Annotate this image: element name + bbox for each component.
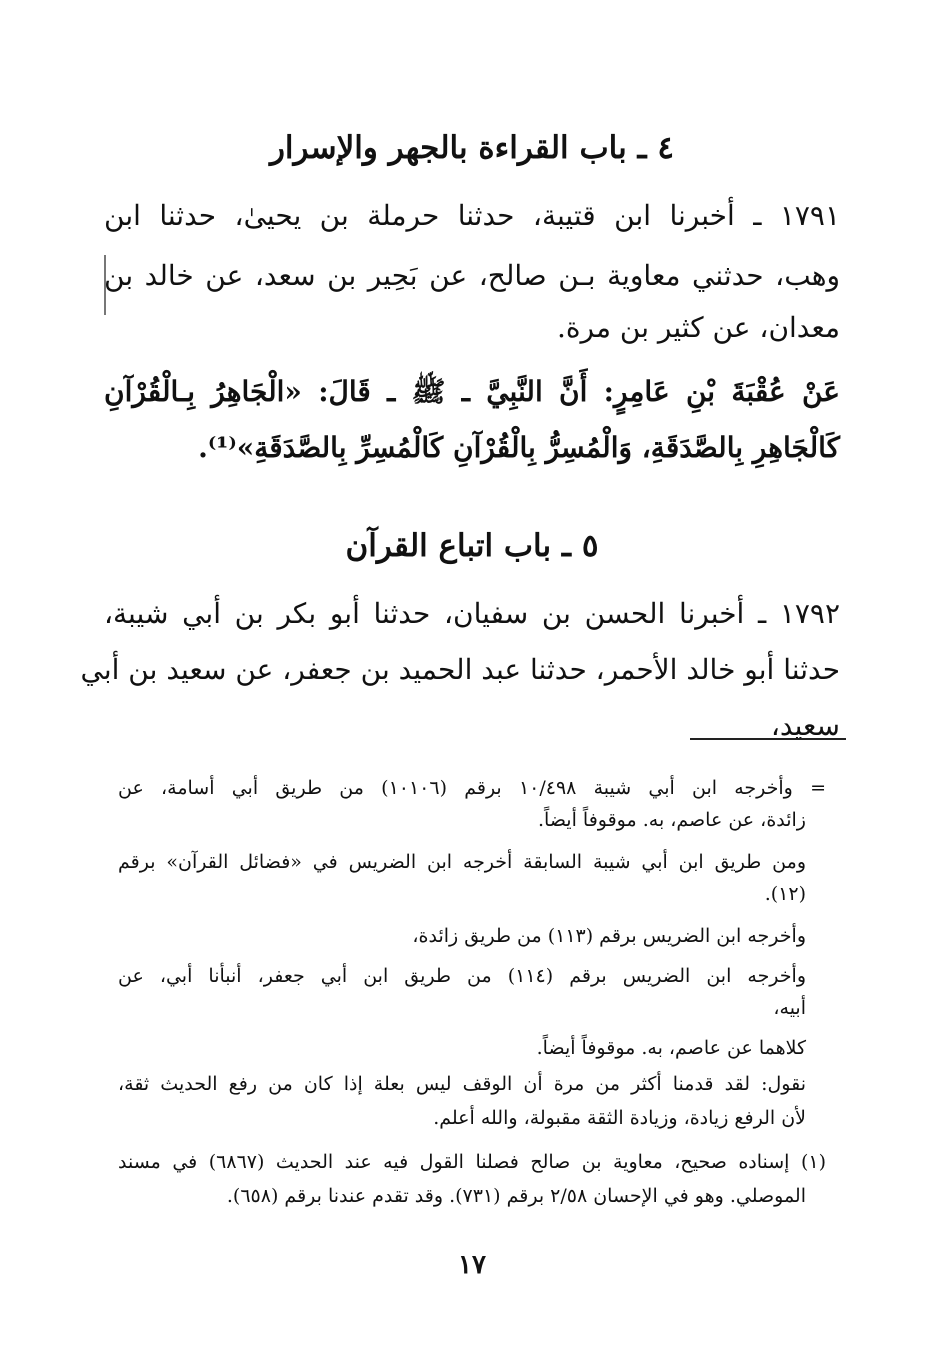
hadith-1791-line-2: وهب، حدثني معاوية بـن صالح، عن بَحِير بن سعد، عن خالد بن [104, 259, 840, 292]
footnote-1: (١) إسناده صحيح، معاوية بن صالح فصلنا القول فيه عند الحديث (٦٨٦٧) في مسند [118, 1151, 826, 1173]
footnote-separator [690, 738, 846, 740]
footnote-line: = وأخرجه ابن أبي شيبة ١٠/٤٩٨ برقم (١٠١٠٦) من طريق أبي أسامة، عن [118, 777, 826, 799]
hadith-1792-line-3: سعيد، [770, 709, 840, 742]
hadith-1792-line-2: حدثنا أبو خالد الأحمر، حدثنا عبد الحميد بن جعفر، عن سعيد بن أبي [80, 653, 840, 686]
footnote-line: نقول: لقد قدمنا أكثر من مرة أن الوقف ليس بعلة إذا كان من رفع الحديث ثقة، [118, 1073, 806, 1095]
matn-1791-line-1: عَنْ عُقْبَةَ بْنِ عَامِرٍ: أَنَّ النَّبِيَّ ـ ﷺ ـ قَالَ: «الْجَاهِرُ بِـالْقُرْآنِ [104, 375, 840, 408]
hadith-1792-line-1: ١٧٩٢ ـ أخبرنا الحسن بن سفيان، حدثنا أبو بكر بن أبي شيبة، [104, 597, 840, 630]
footnote-1-line-2: الموصلي. وهو في الإحسان ٢/٥٨ برقم (٧٣١). وقد تقدم عندنا برقم (٦٥٨). [226, 1185, 806, 1207]
section-heading-4: ٤ ـ باب القراءة بالجهر والإسرار [269, 130, 675, 166]
footnote-line: ومن طريق ابن أبي شيبة السابقة أخرجه ابن الضريس في «فضائل القرآن» برقم [118, 851, 806, 873]
footnote-line: وأخرجه ابن الضريس برقم (١١٤) من طريق ابن أبي جعفر، أنبأنا أبي، عن [118, 965, 806, 987]
matn-1791-line-2: كَالْجَاهِرِ بِالصَّدَقَةِ، وَالْمُسِرُّ بِالْقُرْآنِ كَالْمُسِرِّ بِالصَّدَقَةِ»⁽¹⁾. [198, 431, 840, 464]
section-heading-5: ٥ ـ باب اتباع القرآن [345, 528, 599, 564]
footnote-line: لأن الرفع زيادة، وزيادة الثقة مقبولة، والله أعلم. [433, 1107, 806, 1129]
page-number: ١٧ [458, 1250, 486, 1280]
footnote-line: (١٢). [764, 883, 806, 905]
hadith-1791-line-3: معدان، عن كثير بن مرة. [556, 311, 840, 344]
footnote-line: زائدة، عن عاصم، به. موقوفاً أيضاً. [538, 809, 806, 831]
footnote-line: وأخرجه ابن الضريس برقم (١١٣) من طريق زائدة، [412, 925, 806, 947]
footnote-line: كلاهما عن عاصم، به. موقوفاً أيضاً. [536, 1037, 806, 1059]
hadith-1791-line-1: ١٧٩١ ـ أخبرنا ابن قتيبة، حدثنا حرملة بن يحيىٰ، حدثنا ابن [104, 199, 840, 232]
footnote-line: أبيه، [773, 997, 806, 1019]
